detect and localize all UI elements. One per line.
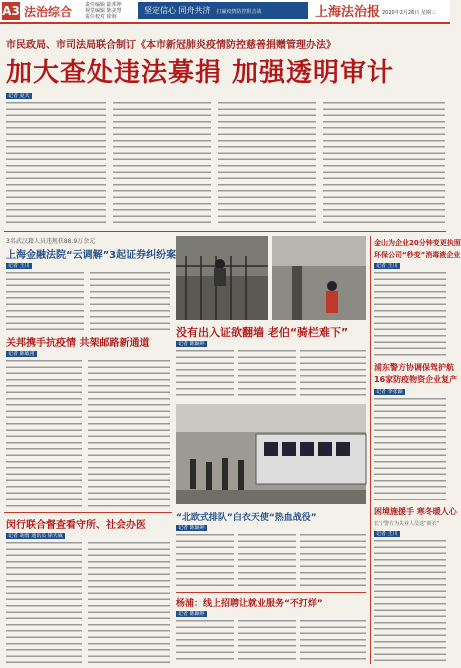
masthead-logo: 上海法治报	[315, 5, 381, 20]
story-byline	[176, 340, 207, 347]
story-body	[374, 270, 446, 356]
lead-byline	[6, 92, 32, 99]
byline-text: 记者 王川	[8, 263, 30, 269]
story-body	[6, 358, 82, 508]
story-title: 闵行联合督查看守所、社会办医	[6, 520, 146, 531]
editor-line: 责任校对 徐海	[85, 14, 117, 20]
street-photo	[272, 236, 366, 320]
section-title: 法治综合	[24, 5, 73, 19]
banner-subtext: 打赢疫情防控阻击战	[216, 9, 262, 15]
story-subhead: 长宁警方为失业人员送“新衣”	[374, 521, 440, 527]
story-body	[90, 270, 170, 330]
story-title: 环保公司“秒变”消毒液企业	[374, 251, 461, 259]
story-byline	[6, 532, 65, 539]
story-body	[374, 396, 446, 500]
lead-body-col2	[113, 100, 211, 228]
story-title: “北欧式排队”白衣天使“热血战役”	[176, 513, 317, 523]
dateline: 2020年2月26日 星期三	[382, 10, 436, 16]
byline-text: 记者 季张颖	[376, 389, 403, 395]
divider	[4, 231, 446, 232]
story-body	[6, 270, 84, 330]
editor-credits	[85, 2, 125, 20]
byline-text: 记者 胡蓉 通讯员 徐天威	[8, 533, 63, 539]
byline-text: 记者 陈颖婷	[178, 341, 205, 347]
story-body	[300, 532, 366, 588]
story-title: 关邦携手抗疫情 共架邮路新通道	[6, 338, 150, 349]
byline-text: 记者 陈颖婷	[178, 525, 205, 531]
story-body	[238, 348, 296, 400]
divider	[4, 512, 172, 513]
editor-line: 视觉编辑 陈美慧	[85, 8, 122, 14]
story-body	[300, 618, 366, 664]
byline-text: 记者 陈敏甫	[8, 351, 35, 357]
page-number: A3	[2, 4, 20, 18]
banner-text: 坚定信心 同舟共济	[144, 6, 211, 15]
story-title: 16家防疫物资企业复产	[374, 375, 458, 384]
story-body	[300, 348, 366, 400]
lead-body-col1	[6, 100, 106, 228]
story-body	[176, 532, 234, 588]
byline-text: 记者 王川	[376, 263, 398, 269]
byline-text: 记者 夏天	[8, 93, 30, 99]
bus-queue-photo	[176, 404, 366, 504]
lead-body-col4	[323, 100, 445, 228]
story-title: 上海金融法院“云调解”3起证券纠纷案	[6, 250, 177, 261]
editor-line: 责任编辑 陆邦坤	[85, 2, 122, 8]
story-title: 困境施援手 寒冬暖人心	[374, 507, 457, 516]
byline-text: 记者 王川	[376, 531, 398, 537]
campaign-banner	[138, 2, 308, 19]
story-body	[238, 618, 296, 664]
story-body	[374, 538, 446, 664]
story-byline	[374, 388, 405, 395]
lead-body-col3	[218, 100, 316, 228]
story-body	[176, 618, 234, 664]
lead-kicker: 市民政局、市司法局联合制订《本市新冠肺炎疫情防控慈善捐赠管理办法》	[6, 40, 336, 51]
story-byline	[374, 262, 400, 269]
divider	[176, 592, 366, 593]
story-title: 浦东警方协调保驾护航	[374, 363, 454, 372]
lead-headline: 加大查处违法募捐 加强透明审计	[6, 58, 395, 88]
story-body	[6, 540, 82, 664]
story-body	[88, 358, 170, 508]
fence-photo	[176, 236, 268, 320]
story-byline	[6, 350, 37, 357]
story-photo	[176, 404, 366, 504]
story-subhead: 3名武汉籍人员违规获88.9万余元	[6, 238, 96, 245]
story-title: 没有出入证欲翻墙 老伯“骑栏难下”	[176, 326, 349, 339]
story-photo	[176, 236, 268, 320]
story-body	[88, 540, 170, 664]
story-photo	[272, 236, 366, 320]
story-body	[176, 348, 234, 400]
story-subhead: 金山为企业20分钟变更执照	[374, 239, 461, 247]
story-body	[238, 532, 296, 588]
byline-text: 记者 陈颖婷	[178, 611, 205, 617]
story-title: 杨浦：线上招聘让就业服务“不打烊”	[176, 599, 323, 609]
story-byline	[176, 524, 207, 531]
divider	[370, 236, 371, 664]
story-byline	[374, 530, 400, 537]
story-byline	[6, 262, 32, 269]
story-byline	[176, 610, 207, 617]
